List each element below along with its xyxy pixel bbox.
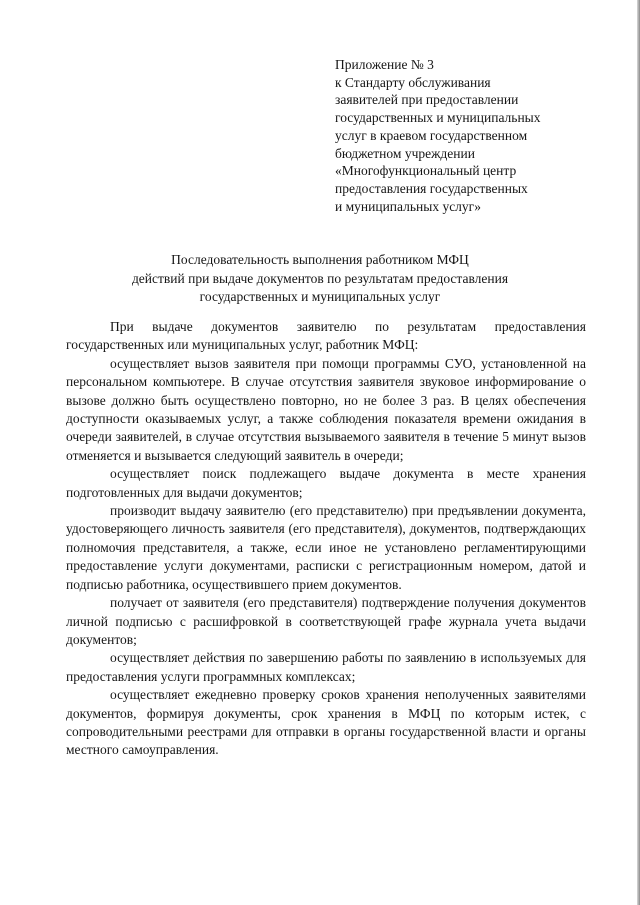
title-line: Последовательность выполнения работником МФЦ <box>171 252 469 267</box>
title-line: государственных и муниципальных услуг <box>199 289 441 304</box>
search-document-paragraph: осуществляет поиск подлежащего выдаче документа в месте хранения подготовленных для выдачи документов; <box>66 466 586 500</box>
receive-confirmation-paragraph: получает от заявителя (его представителя) подтверждение получения документов личной подписью с расшифровкой в соответствующей графе журнала учета выдачи документов; <box>66 595 586 647</box>
check-storage-paragraph: осуществляет ежедневно проверку сроков хранения неполученных заявителями документов, формируя документы, срок хранения в МФЦ по которым истек, с сопроводительными реестрами для отправки в органы государственной власти и органы местного самоуправления. <box>66 687 586 758</box>
title-line: действий при выдаче документов по результатам предоставления <box>131 270 509 286</box>
appendix-line: предоставления государственных <box>335 180 528 196</box>
intro-paragraph: При выдаче документов заявителю по результатам предоставления государственных или муниципальных услуг, работник МФЦ: <box>66 319 586 353</box>
document-title <box>60 251 580 307</box>
appendix-line: к Стандарту обслуживания <box>335 74 491 90</box>
issue-document-paragraph: производит выдачу заявителю (его представителю) при предъявлении документа, удостоверяющего личность заявителя (его представителя), документов, подтверждающих полномочия представителя, а также, если иное не установлено регламентирующими предоставление услуги документами, расписки с регистрационным номером, датой и подписью работника, осуществившего прием документов. <box>66 503 586 592</box>
call-applicant-paragraph: осуществляет вызов заявителя при помощи программы СУО, установленной на персональном компьютере. В случае отсутствия заявителя звуковое информирование о вызове должно быть осуществлено повторно, но не более 3 раз. В целях обеспечения доступности оказываемых услуг, а также соблюдения показателя времени ожидания в очереди заявителей, в случае отсутствия вызываемого заявителя в течение 5 минут вызов отменяется и вызывается следующий заявитель в очереди; <box>66 355 586 463</box>
document-body <box>66 318 586 760</box>
appendix-line: услуг в краевом государственном <box>335 127 528 143</box>
appendix-line: «Многофункциональный центр <box>335 163 517 179</box>
appendix-header <box>335 56 605 215</box>
complete-work-paragraph: осуществляет действия по завершению работы по заявлению в используемых для предоставления услуги программных комплексах; <box>66 650 586 684</box>
appendix-line: заявителей при предоставлении <box>335 92 519 108</box>
appendix-line: государственных и муниципальных <box>335 110 541 126</box>
appendix-line: Приложение № 3 <box>335 57 434 72</box>
appendix-line: и муниципальных услуг» <box>335 198 481 214</box>
appendix-line: бюджетном учреждении <box>335 145 475 161</box>
